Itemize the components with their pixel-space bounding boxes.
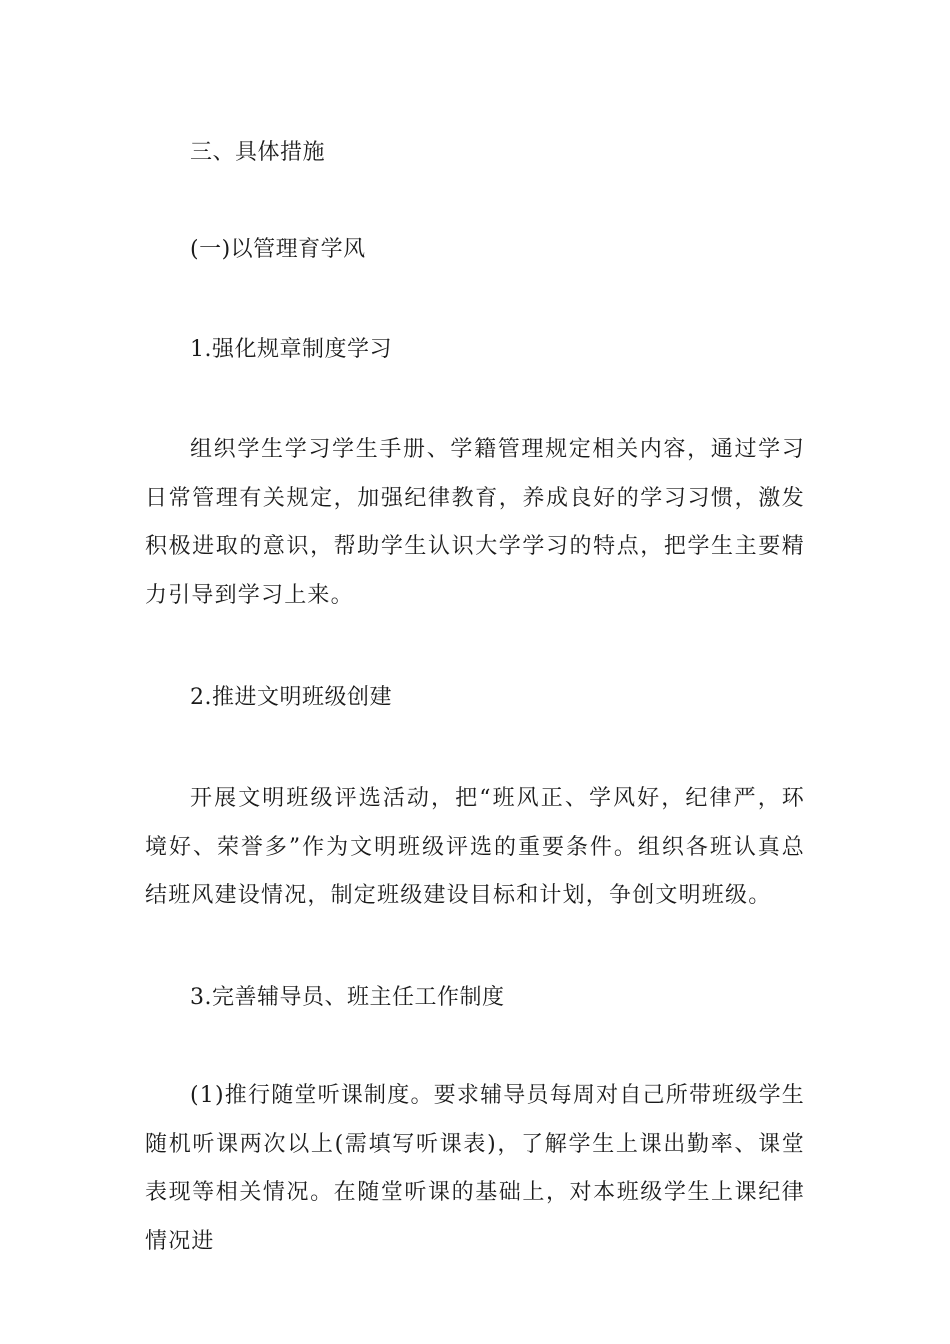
paragraph-3: (1)推行随堂听课制度。要求辅导员每周对自己所带班级学生随机听课两次以上(需填写听课表)，了解学生上课出勤率、课堂表现等相关情况。在随堂听课的基础上，对本班级学生上课纪律情况进: [145, 1083, 805, 1254]
paragraph-1: 组织学生学习学生手册、学籍管理规定相关内容，通过学习日常管理有关规定，加强纪律教育，养成良好的学习习惯，激发积极进取的意识，帮助学生认识大学学习的特点，把学生主要精力引导到学习上来。: [145, 437, 805, 608]
paragraph-2: 开展文明班级评选活动，把“班风正、学风好，纪律严，环境好、荣誉多”作为文明班级评选的重要条件。组织各班认真总结班风建设情况，制定班级建设目标和计划，争创文明班级。: [145, 786, 805, 908]
section-heading: 三、具体措施: [190, 140, 326, 165]
item-heading-2: 2.推进文明班级创建: [190, 685, 392, 710]
item-heading-3: 3.完善辅导员、班主任工作制度: [190, 985, 505, 1010]
subsection-heading: (一)以管理育学风: [190, 237, 366, 262]
item-heading-1: 1.强化规章制度学习: [190, 337, 392, 362]
